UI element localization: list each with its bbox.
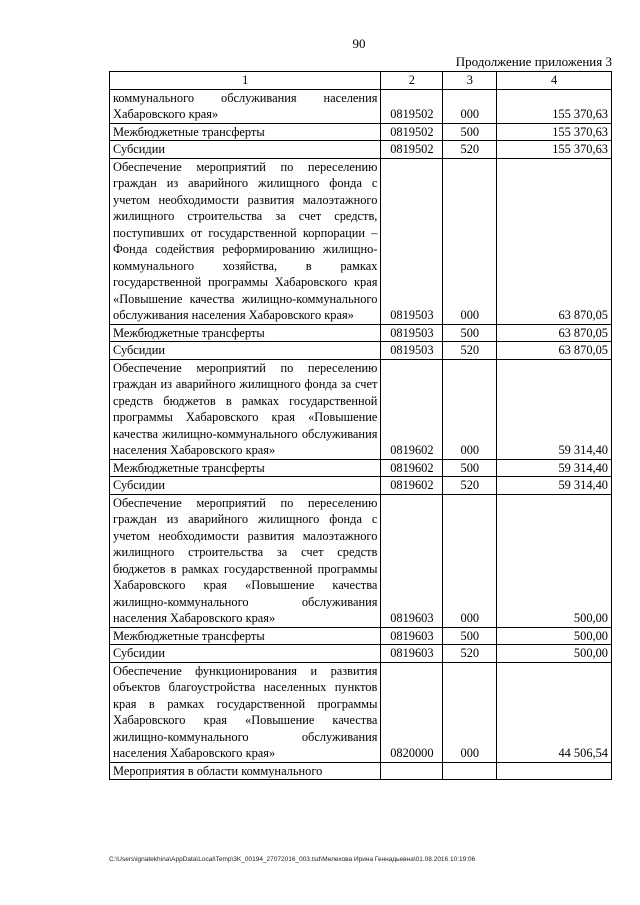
row-description: Мероприятия в области коммунального <box>110 762 381 780</box>
table-row <box>110 158 612 324</box>
table-row <box>110 645 612 663</box>
table-row <box>110 662 612 762</box>
amount-value: 500,00 <box>497 627 612 645</box>
amount-value: 155 370,63 <box>497 89 612 123</box>
row-description: Обеспечение мероприятий по переселению граждан из аварийного жилищного фонда с учетом необходимости развития малоэтажного жилищного строительства за счет средств, поступивших от государственной корпорации – Фонда содействия реформированию жилищно-коммунального хозяйства, в рамках государственной программы Хабаровского края «Повышение качества жилищно-коммунального обслуживания населения Хабаровского края» <box>110 158 381 324</box>
row-description: Обеспечение мероприятий по переселению граждан из аварийного жилищного фонда с учетом необходимости развития малоэтажного жилищного строительства за счет средств бюджетов в рамках государственной программы Хабаровского края «Повышение качества жилищно-коммунального обслуживания населения Хабаровского края» <box>110 494 381 627</box>
row-description: Обеспечение функционирования и развития объектов благоустройства населенных пунктов края в рамках государственной программы Хабаровского края «Повышение качества жилищно-коммунального обслуживания населения Хабаровского края» <box>110 662 381 762</box>
table-row <box>110 324 612 342</box>
expense-type-code: 520 <box>443 477 497 495</box>
amount-value <box>497 762 612 780</box>
amount-value: 59 314,40 <box>497 359 612 459</box>
row-description: Субсидии <box>110 477 381 495</box>
table-row <box>110 494 612 627</box>
expense-type-code: 500 <box>443 627 497 645</box>
amount-value: 59 314,40 <box>497 459 612 477</box>
table-row <box>110 359 612 459</box>
expense-type-code <box>443 762 497 780</box>
expense-type-code: 000 <box>443 359 497 459</box>
expense-type-code: 500 <box>443 324 497 342</box>
table-row <box>110 477 612 495</box>
table-row <box>110 123 612 141</box>
row-description: Межбюджетные трансферты <box>110 459 381 477</box>
amount-value: 155 370,63 <box>497 141 612 159</box>
row-description: Субсидии <box>110 342 381 360</box>
row-description: Межбюджетные трансферты <box>110 324 381 342</box>
expense-type-code: 500 <box>443 459 497 477</box>
table-row <box>110 627 612 645</box>
target-article-code: 0819503 <box>381 324 443 342</box>
expense-type-code: 520 <box>443 645 497 663</box>
target-article-code: 0819603 <box>381 494 443 627</box>
column-header: 4 <box>497 72 612 90</box>
column-header: 3 <box>443 72 497 90</box>
row-description: Межбюджетные трансферты <box>110 627 381 645</box>
column-header: 1 <box>110 72 381 90</box>
target-article-code: 0819502 <box>381 123 443 141</box>
expense-type-code: 000 <box>443 494 497 627</box>
table-row <box>110 459 612 477</box>
amount-value: 59 314,40 <box>497 477 612 495</box>
amount-value: 63 870,05 <box>497 324 612 342</box>
budget-table <box>109 71 612 780</box>
target-article-code: 0819602 <box>381 477 443 495</box>
column-number-row <box>110 72 612 90</box>
row-description: Межбюджетные трансферты <box>110 123 381 141</box>
target-article-code: 0819502 <box>381 141 443 159</box>
amount-value: 500,00 <box>497 645 612 663</box>
target-article-code: 0820000 <box>381 662 443 762</box>
target-article-code: 0819503 <box>381 342 443 360</box>
amount-value: 155 370,63 <box>497 123 612 141</box>
target-article-code: 0819602 <box>381 459 443 477</box>
row-description: коммунального обслуживания населения Хабаровского края» <box>110 89 381 123</box>
amount-value: 63 870,05 <box>497 342 612 360</box>
row-description: Субсидии <box>110 141 381 159</box>
expense-type-code: 520 <box>443 141 497 159</box>
row-description: Субсидии <box>110 645 381 663</box>
expense-type-code: 520 <box>443 342 497 360</box>
expense-type-code: 000 <box>443 89 497 123</box>
table-row <box>110 141 612 159</box>
target-article-code: 0819502 <box>381 89 443 123</box>
amount-value: 63 870,05 <box>497 158 612 324</box>
target-article-code: 0819603 <box>381 627 443 645</box>
expense-type-code: 000 <box>443 662 497 762</box>
target-article-code: 0819602 <box>381 359 443 459</box>
page-number: 90 <box>352 36 366 51</box>
row-description: Обеспечение мероприятий по переселению граждан из аварийного жилищного фонда за счет средств бюджетов в рамках государственной программы Хабаровского края «Повышение качества жилищно-коммунального обслуживания населения Хабаровского края» <box>110 359 381 459</box>
continuation-caption: Продолжение приложения 3 <box>455 54 612 69</box>
expense-type-code: 500 <box>443 123 497 141</box>
target-article-code: 0819603 <box>381 645 443 663</box>
target-article-code <box>381 762 443 780</box>
amount-value: 44 506,54 <box>497 662 612 762</box>
table-row <box>110 762 612 780</box>
column-header: 2 <box>381 72 443 90</box>
amount-value: 500,00 <box>497 494 612 627</box>
file-path-footer: C:\Users\ignatekhina\AppData\Local\Temp\3K_00194_27072016_003.tsd\Мелехова Ирина Геннадьевна\01.08.2016 10:19:06 <box>109 856 476 863</box>
expense-type-code: 000 <box>443 158 497 324</box>
target-article-code: 0819503 <box>381 158 443 324</box>
table-row <box>110 342 612 360</box>
table-row <box>110 89 612 123</box>
